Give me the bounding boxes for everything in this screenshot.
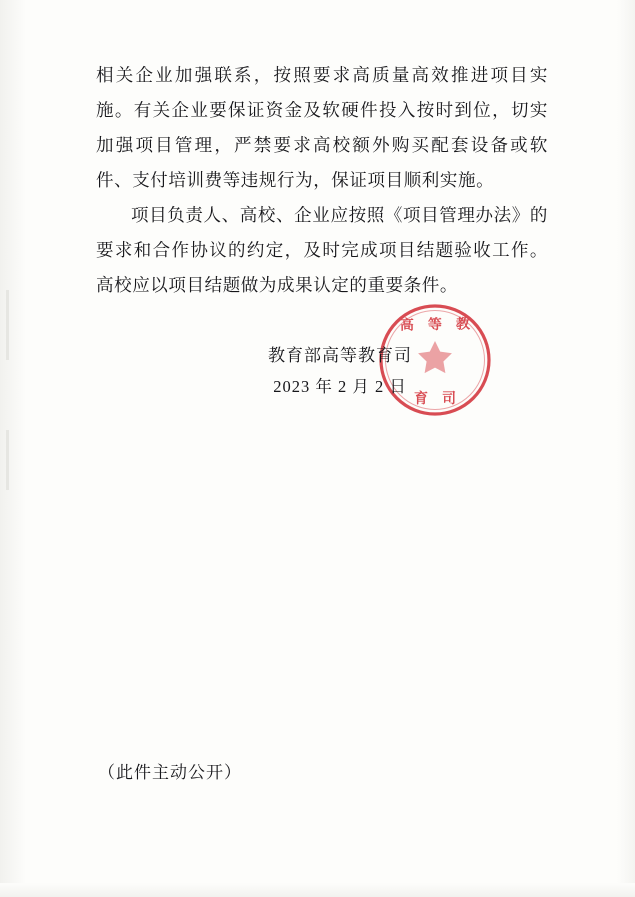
scan-edge-bottom (0, 883, 635, 897)
footer-note: （此件主动公开） (98, 763, 242, 782)
fold-mark-upper (6, 290, 9, 360)
scan-edge-right (617, 0, 635, 897)
svg-text:高 等 教: 高 等 教 (399, 317, 471, 334)
svg-text:育 司: 育 司 (414, 392, 456, 407)
signature-date: 2023 年 2 月 2 日 (273, 377, 407, 396)
scan-edge-left (0, 0, 26, 897)
paragraph-1: 相关企业加强联系，按照要求高质量高效推进项目实施。有关企业要保证资金及软硬件投入按时到位，切实加强项目管理，严禁要求高校额外购买配套设备或软件、支付培训费等违规行为，保证项目顺利实施。 (96, 65, 548, 190)
signature-block (96, 340, 548, 402)
paragraph-2: 项目负责人、高校、企业应按照《项目管理办法》的要求和合作协议的约定，及时完成项目结题验收工作。高校应以项目结题做为成果认定的重要条件。 (96, 205, 548, 295)
fold-mark-lower (6, 430, 9, 490)
document-body (96, 58, 548, 303)
signature-issuer: 教育部高等教育司 (268, 346, 412, 365)
